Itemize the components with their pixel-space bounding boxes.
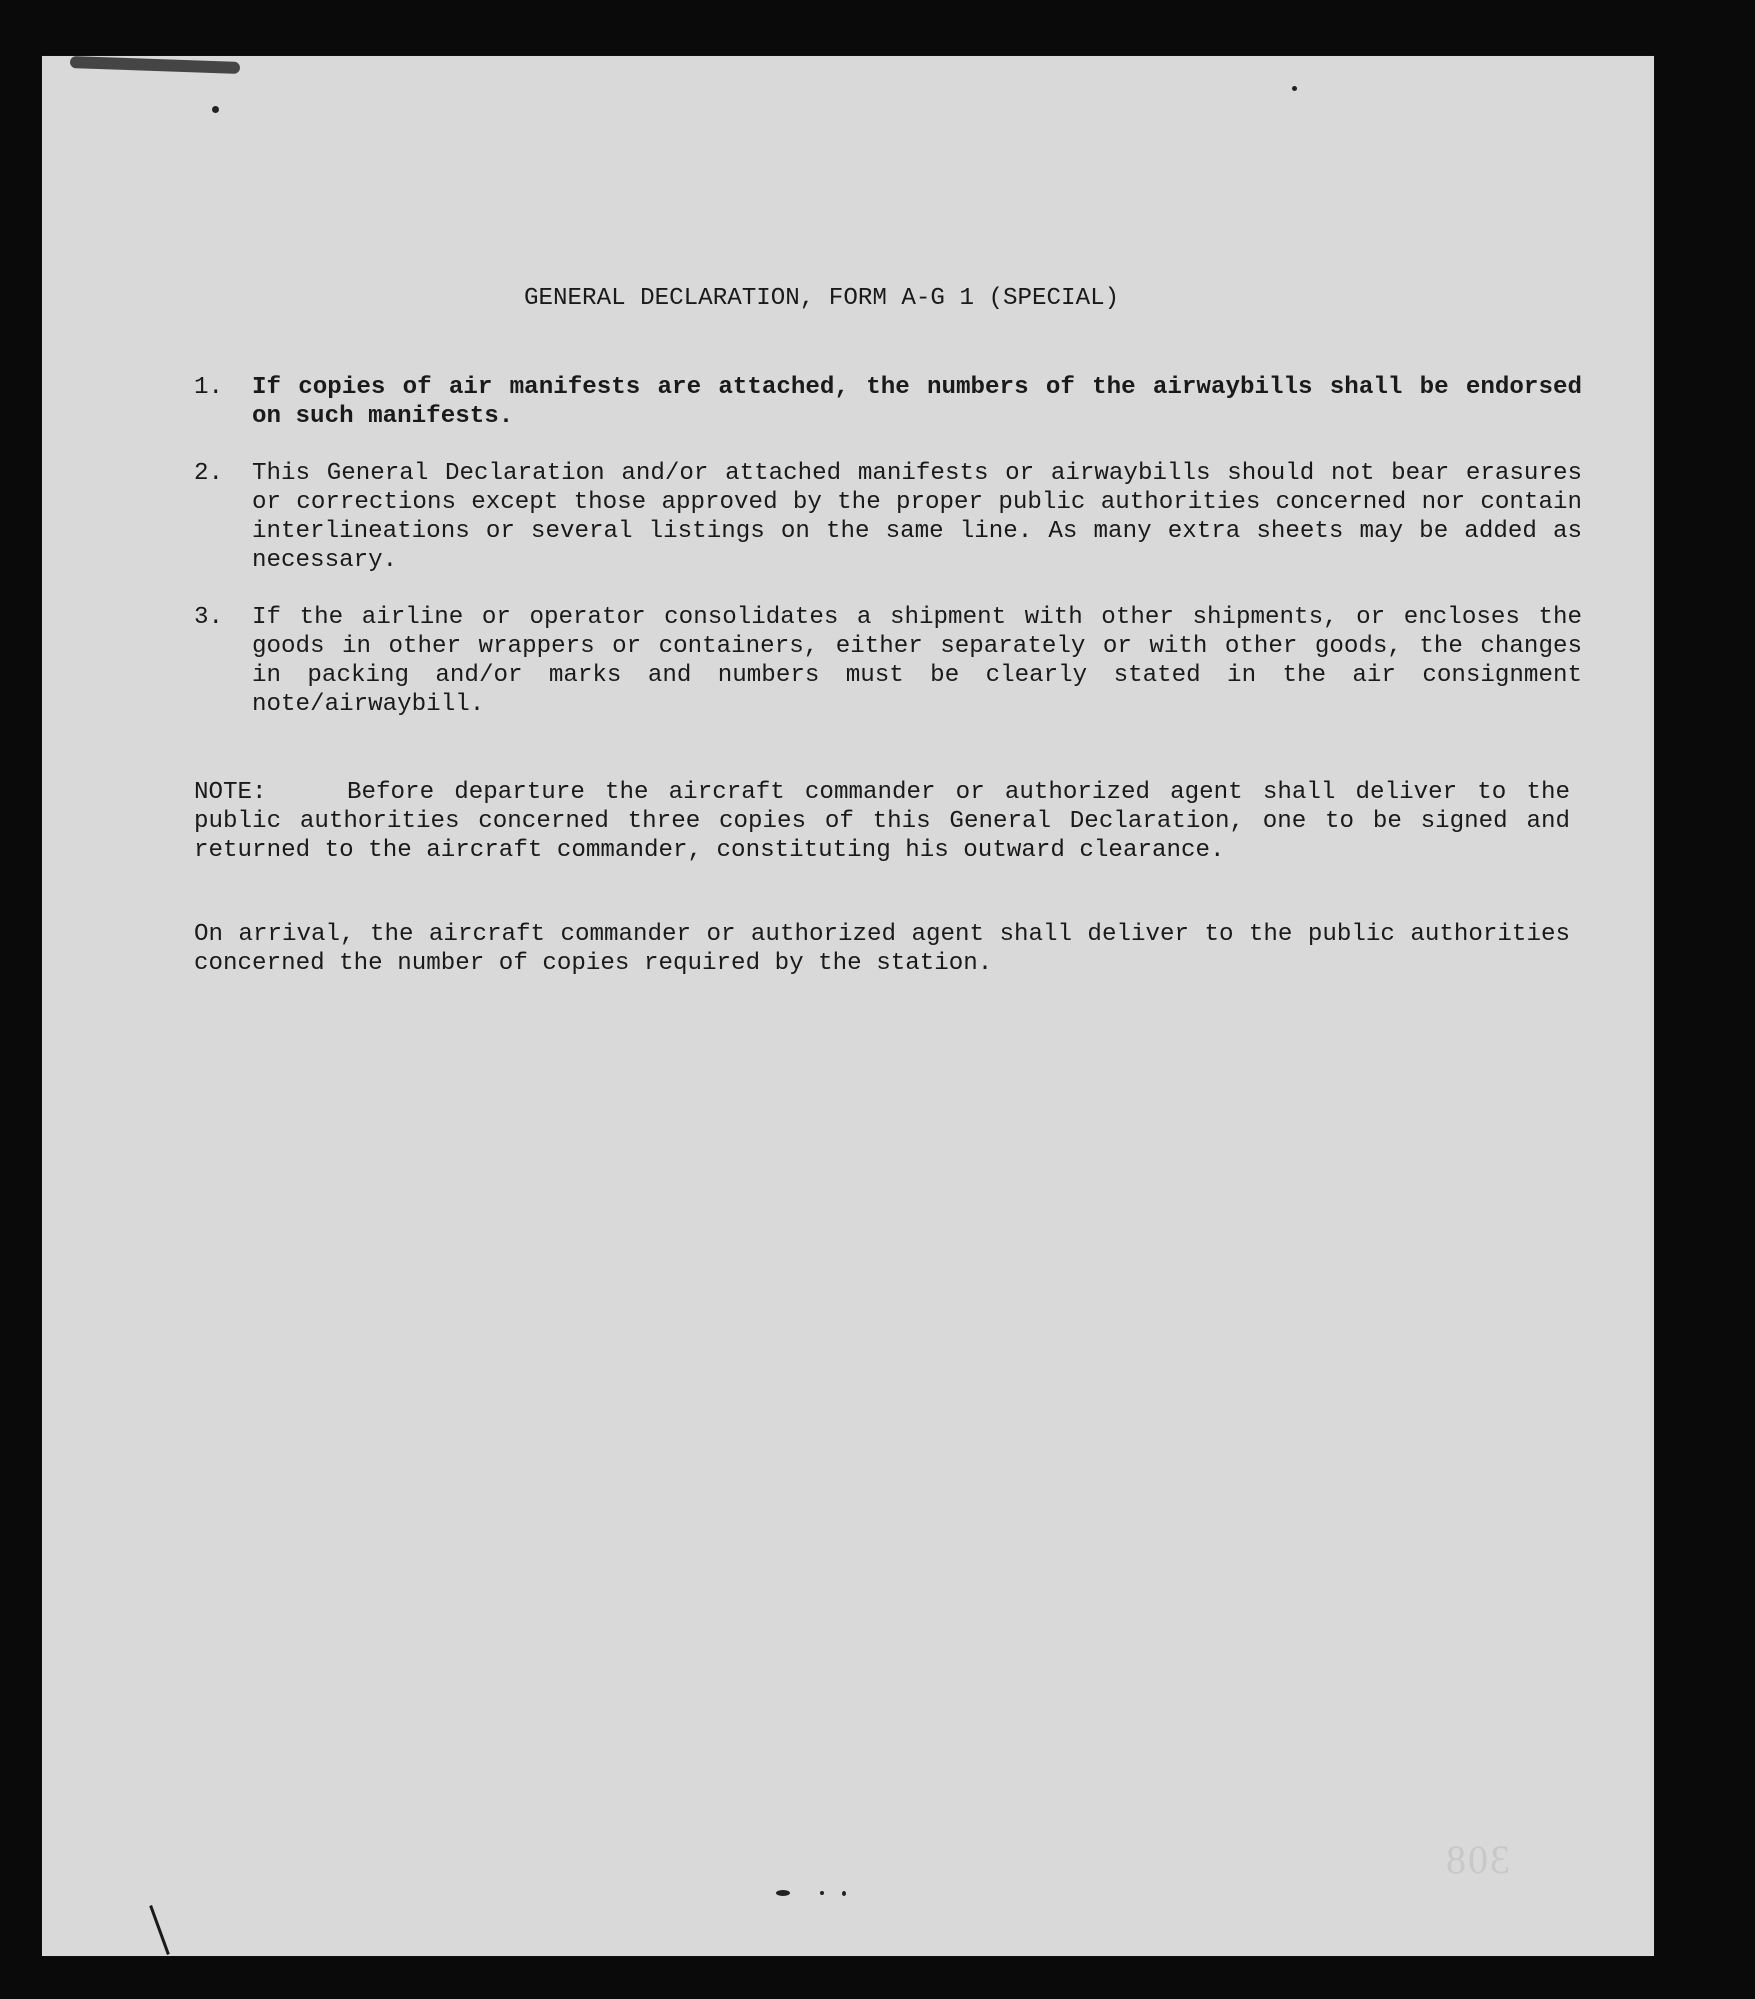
ghost-page-number: 308 xyxy=(1444,1837,1510,1882)
list-item-text: If copies of air manifests are attached, the numbers of the airwaybills shall be endorsed on such manifests. xyxy=(252,374,1582,430)
scan-speck xyxy=(820,1891,824,1895)
note-label: NOTE: xyxy=(194,779,267,806)
note-paragraph xyxy=(194,778,1570,865)
scan-speck xyxy=(776,1890,790,1896)
page-title: GENERAL DECLARATION, FORM A-G 1 (SPECIAL) xyxy=(524,285,1120,312)
list-item-number: 1. xyxy=(194,374,224,401)
scan-speck xyxy=(1292,86,1297,91)
list-item-number: 2. xyxy=(194,460,224,487)
scan-smudge xyxy=(70,56,240,74)
document-page xyxy=(42,56,1654,1956)
list-item-text: This General Declaration and/or attached manifests or airwaybills should not bear erasures or corrections except those approved by the proper public authorities concerned nor contain interlineations or several listings on the same line. As many extra sheets may be added as necessary. xyxy=(252,460,1582,574)
scan-stray-mark xyxy=(149,1905,170,1955)
note-text: Before departure the aircraft commander or authorized agent shall deliver to the public authorities concerned three copies of this General Declaration, one to be signed and returned to the aircraft commander, constituting his outward clearance. xyxy=(194,779,1570,864)
list-item-text: If the airline or operator consolidates a shipment with other shipments, or encloses the goods in other wrappers or containers, either separately or with other goods, the changes in packing and/or marks and numbers must be clearly stated in the air consignment note/airwaybill. xyxy=(252,604,1582,718)
scan-speck xyxy=(842,1891,846,1896)
scan-speck xyxy=(212,106,219,113)
arrival-paragraph: On arrival, the aircraft commander or authorized agent shall deliver to the public authorities concerned the number of copies required by the station. xyxy=(194,921,1570,977)
list-item-number: 3. xyxy=(194,604,224,631)
